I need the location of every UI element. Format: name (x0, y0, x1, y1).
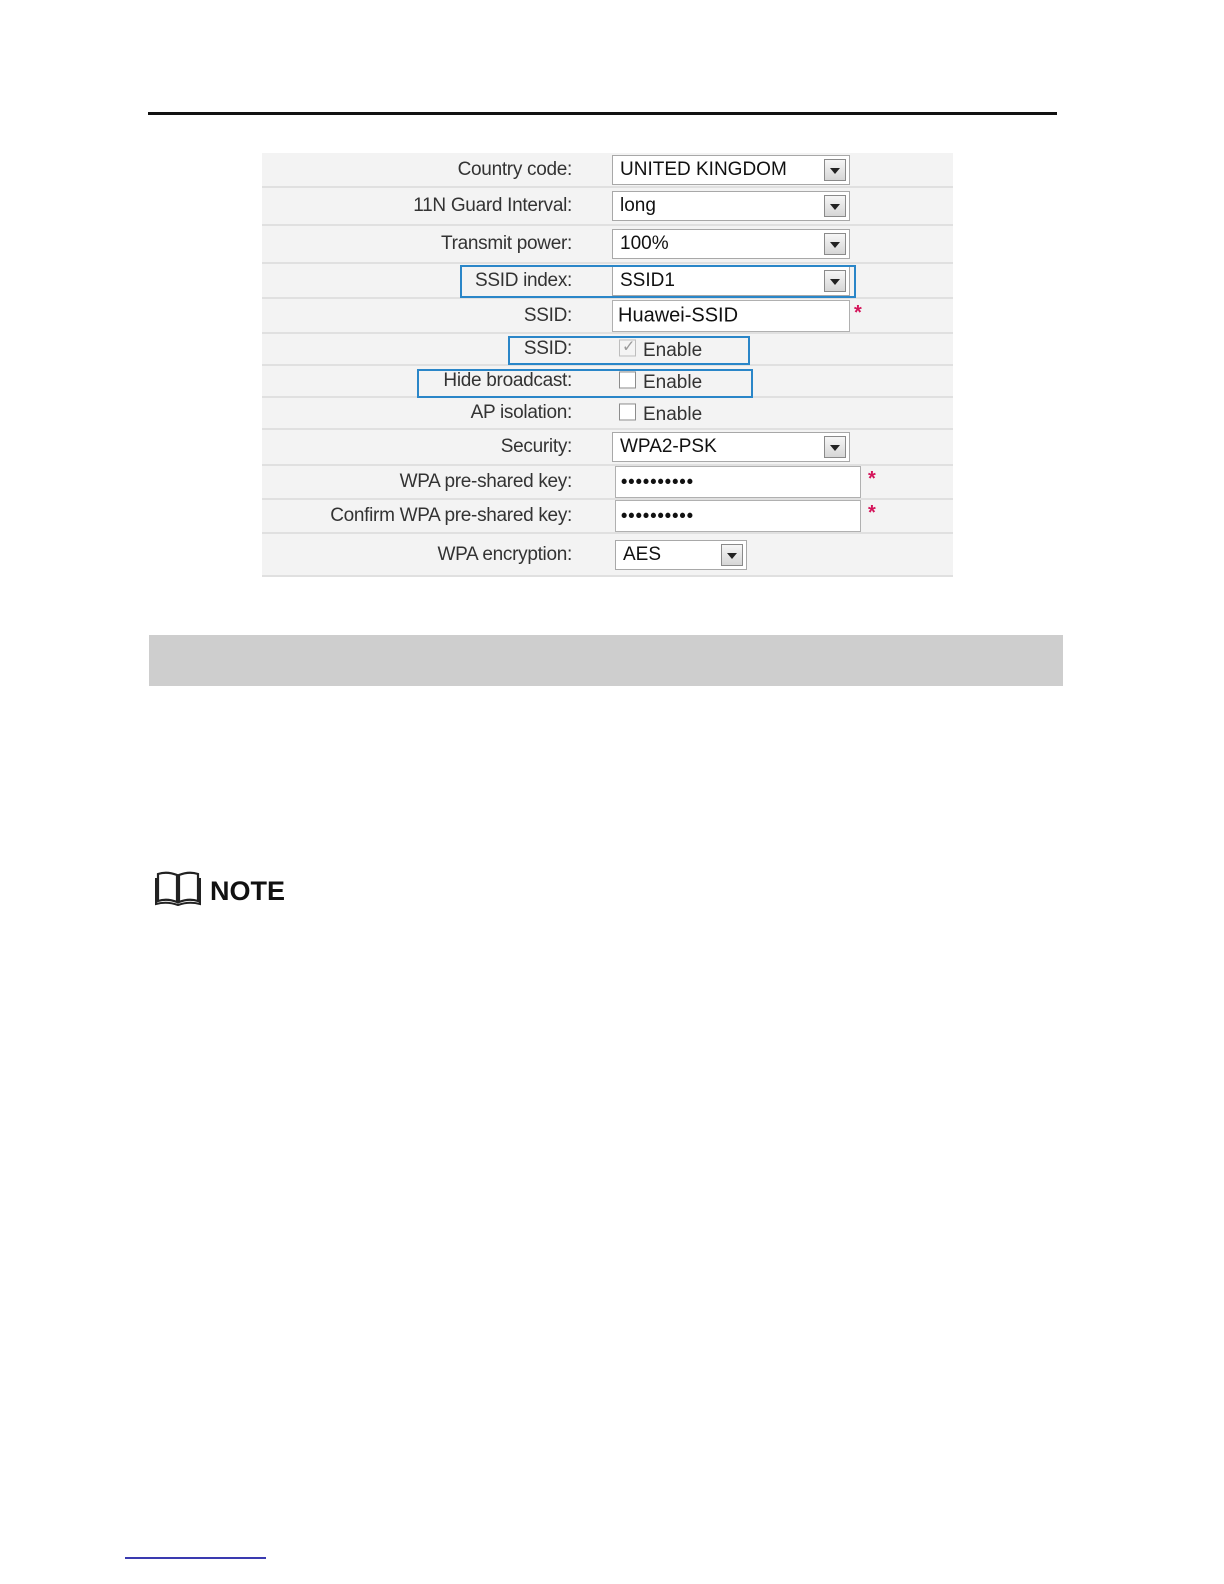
row-country-code (262, 153, 953, 188)
transmit-power-select[interactable] (612, 229, 850, 259)
row-guard-interval (262, 188, 953, 226)
country-code-select[interactable] (612, 155, 850, 185)
country-code-value: UNITED KINGDOM (620, 158, 787, 180)
chevron-down-icon[interactable] (824, 159, 846, 181)
hide-broadcast-label: Hide broadcast: (443, 370, 572, 391)
ssid-index-label: SSID index: (474, 269, 572, 291)
ap-isolation-checkbox[interactable] (619, 403, 636, 420)
wpa-key-input[interactable] (615, 466, 861, 498)
book-icon (155, 870, 201, 911)
wpa-key-label: WPA pre-shared key: (399, 471, 572, 492)
ssid-name-value: Huawei-SSID (618, 304, 739, 326)
note-label: NOTE (210, 876, 286, 906)
section-bar (149, 635, 1063, 686)
ssid-enable-text: Enable (643, 339, 703, 361)
guard-interval-label: 11N Guard Interval: (413, 195, 572, 216)
row-ssid-name (262, 299, 953, 334)
row-wpa-key (262, 466, 953, 500)
hide-broadcast-text: Enable (643, 371, 703, 393)
wpa-key-value: •••••••••• (621, 471, 695, 492)
ssid-name-label: SSID: (523, 304, 572, 326)
row-transmit-power (262, 226, 953, 264)
ap-isolation-label: AP isolation: (470, 402, 572, 423)
highlight-box-ssid-enable (508, 336, 750, 365)
highlight-box-hide-broadcast (417, 369, 753, 398)
guard-interval-value: long (620, 195, 656, 216)
wpa-encryption-label: WPA encryption: (437, 543, 572, 565)
footer-link-underline (125, 1557, 266, 1559)
ap-isolation-text: Enable (643, 403, 703, 425)
chevron-down-icon[interactable] (824, 436, 846, 458)
chevron-down-icon[interactable] (824, 233, 846, 255)
row-wpa-key-confirm (262, 500, 953, 534)
security-label: Security: (500, 436, 572, 457)
row-ap-isolation (262, 398, 953, 430)
country-code-label: Country code: (457, 158, 572, 180)
ssid-name-input[interactable] (612, 300, 850, 332)
row-wpa-encryption (262, 534, 953, 577)
required-mark: * (868, 502, 876, 525)
ssid-index-value: SSID1 (620, 269, 675, 291)
transmit-power-value: 100% (620, 233, 669, 254)
wpa-key-confirm-label: Confirm WPA pre-shared key: (330, 505, 572, 526)
ssid-enable-label: SSID: (523, 338, 572, 359)
chevron-down-icon[interactable] (721, 544, 743, 566)
required-mark: * (854, 301, 862, 324)
security-value: WPA2-PSK (620, 436, 717, 457)
row-security (262, 430, 953, 466)
security-select[interactable] (612, 432, 850, 462)
wlan-settings-screenshot (262, 153, 953, 577)
wpa-encryption-value: AES (623, 543, 662, 565)
checkmark-icon: ✓ (622, 338, 636, 356)
header-rule (148, 112, 1057, 115)
wpa-encryption-select[interactable] (615, 540, 747, 570)
chevron-down-icon[interactable] (824, 195, 846, 217)
wpa-key-confirm-value: •••••••••• (621, 505, 695, 526)
required-mark: * (868, 468, 876, 491)
guard-interval-select[interactable] (612, 191, 850, 221)
transmit-power-label: Transmit power: (441, 233, 572, 254)
highlight-box-ssid-index (460, 265, 856, 298)
wpa-key-confirm-input[interactable] (615, 500, 861, 532)
